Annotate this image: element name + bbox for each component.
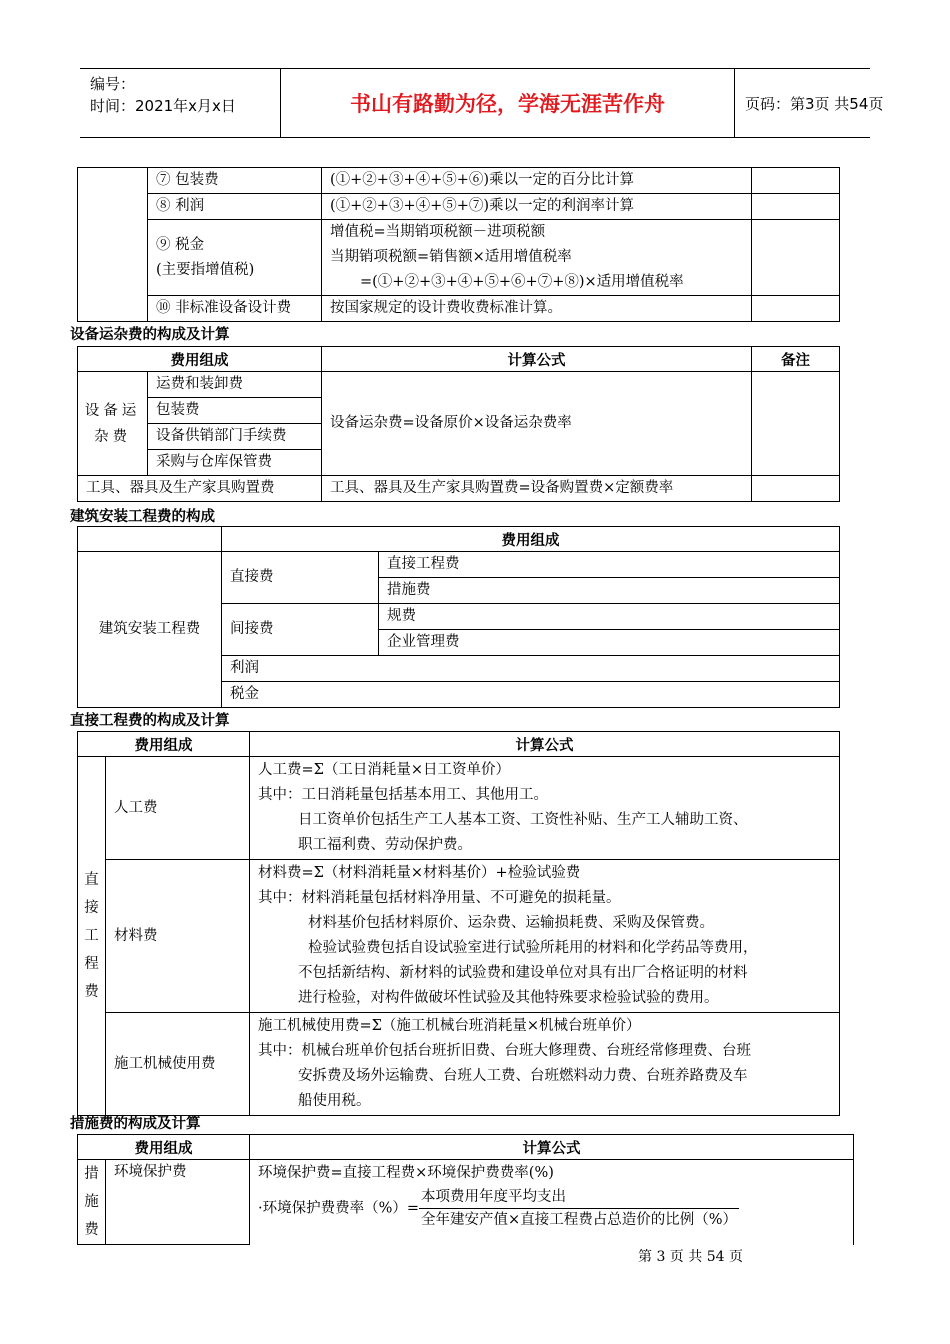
tax-label: 税金 [222, 682, 840, 708]
cost-item-formula [322, 220, 752, 296]
construction-cost-table [77, 526, 840, 708]
group-char: 费 [84, 1222, 99, 1238]
group-label: 设备运杂费 [78, 372, 148, 476]
page-header [80, 68, 884, 138]
date-line: 时间：2021年x月x日 [90, 97, 236, 115]
cost-item-name: 运费和装卸费 [148, 372, 322, 398]
formula-line: 其中：材料消耗量包括材料净用量、不可避免的损耗量。 [258, 890, 621, 906]
cost-item-name: 企业管理费 [379, 630, 840, 656]
formula-line: 环境保护费=直接工程费×环境保护费费率(%) [258, 1165, 554, 1181]
column-header: 费用组成 [78, 347, 322, 372]
cost-formula [250, 1013, 840, 1116]
formula-line: 船使用税。 [298, 1093, 371, 1109]
formula-line: 其中：机械台班单价包括台班折旧费、台班大修理费、台班经常修理费、台班 [258, 1043, 751, 1059]
motto: 书山有路勤为径，学海无涯苦作舟 [280, 69, 735, 137]
header-meta [80, 69, 280, 137]
cost-item-name: ⑧ 利润 [148, 194, 322, 220]
measures-cost-table [77, 1134, 854, 1245]
formula-line: 增值税=当期销项税额－进项税额 [330, 224, 546, 240]
root-label: 建筑安装工程费 [78, 552, 222, 708]
cost-formula: 设备运杂费=设备原价×设备运杂费率 [322, 372, 752, 476]
group-char: 程 [84, 956, 99, 972]
group-char: 工 [84, 928, 99, 944]
cost-item-name: 措施费 [379, 578, 840, 604]
blank-group-cell [78, 168, 148, 322]
tax-name-line1: ⑨ 税金 [156, 236, 205, 253]
fraction [419, 1186, 739, 1231]
formula-line: 安拆费及场外运输费、台班人工费、台班燃料动力费、台班养路费及车 [298, 1068, 748, 1084]
cost-item-name: 规费 [379, 604, 840, 630]
group-char: 接 [84, 900, 99, 916]
cost-item-name: 采购与仓库保管费 [148, 450, 322, 476]
rate-formula [258, 1186, 853, 1231]
rate-label: ·环境保护费费率（%）= [258, 1200, 420, 1217]
formula-line: =(①+②+③+④+⑤+⑥+⑦+⑧)×适用增值税率 [360, 274, 684, 290]
cost-item-name: 直接工程费 [379, 552, 840, 578]
formula-line: 人工费=Σ（工日消耗量×日工资单价） [258, 762, 511, 778]
group-char: 费 [84, 984, 99, 1000]
column-header: 计算公式 [322, 347, 752, 372]
direct-cost-table [77, 731, 840, 1116]
cost-formula [250, 860, 840, 1013]
section-title: 措施费的构成及计算 [70, 1116, 201, 1132]
group-char: 措 [84, 1166, 99, 1182]
formula-line: 日工资单价包括生产工人基本工资、工资性补贴、生产工人辅助工资、 [298, 812, 748, 828]
cost-formula: 工具、器具及生产家具购置费=设备购置费×定额费率 [322, 476, 752, 502]
cost-item-formula: (①+②+③+④+⑤+⑥)乘以一定的百分比计算 [322, 168, 752, 194]
formula-line: 材料费=Σ（材料消耗量×材料基价）+检验试验费 [258, 865, 581, 881]
cost-item-name: 材料费 [106, 860, 250, 1013]
column-header: 计算公式 [250, 732, 840, 757]
cost-item-name: 包装费 [148, 398, 322, 424]
remark-cell [752, 296, 840, 322]
cost-item-name: 设备供销部门手续费 [148, 424, 322, 450]
cost-item-name: ⑩ 非标准设备设计费 [148, 296, 322, 322]
cost-item-name: 人工费 [106, 757, 250, 860]
remark-cell [752, 168, 840, 194]
cost-item-name: ⑦ 包装费 [148, 168, 322, 194]
indirect-cost-label: 间接费 [222, 604, 379, 656]
group-label-vertical [78, 757, 106, 1116]
cost-item-formula: 按国家规定的设计费收费标准计算。 [322, 296, 752, 322]
transport-cost-table [77, 346, 840, 502]
section-title: 设备运杂费的构成及计算 [70, 327, 230, 343]
column-header: 费用组成 [78, 1135, 250, 1160]
remark-cell [752, 194, 840, 220]
fraction-denominator: 全年建安产值×直接工程费占总造价的比例（%） [421, 1212, 737, 1228]
blank-cell [78, 527, 222, 552]
section-title: 直接工程费的构成及计算 [70, 713, 230, 729]
remark-cell [752, 372, 840, 476]
column-header: 计算公式 [250, 1135, 854, 1160]
cost-item-name: 施工机械使用费 [106, 1013, 250, 1116]
page-info: 页码：第3页 共54页 [745, 94, 884, 113]
section-title: 建筑安装工程费的构成 [70, 509, 215, 525]
column-header: 费用组成 [78, 732, 250, 757]
column-header: 费用组成 [222, 527, 840, 552]
formula-line: 不包括新结构、新材料的试验费和建设单位对具有出厂合格证明的材料 [298, 965, 748, 981]
cost-item-name: 环境保护费 [106, 1160, 250, 1245]
formula-line: 进行检验，对构件做破坏性试验及其他特殊要求检验试验的费用。 [298, 990, 719, 1006]
page-footer: 第 3 页 共 54 页 [638, 1249, 743, 1265]
cost-formula [250, 1160, 854, 1245]
formula-line: 施工机械使用费=Σ（施工机械台班消耗量×机械台班单价） [258, 1018, 641, 1034]
equipment-cost-table-continued [77, 167, 840, 322]
formula-line: 检验试验费包括自设试验室进行试验所耗用的材料和化学药品等费用， [308, 940, 758, 956]
remark-cell [752, 476, 840, 502]
cost-formula [250, 757, 840, 860]
direct-cost-label: 直接费 [222, 552, 379, 604]
formula-line: 其中：工日消耗量包括基本用工、其他用工。 [258, 787, 548, 803]
code-label: 编号： [90, 75, 136, 93]
column-header: 备注 [752, 347, 840, 372]
remark-cell [752, 220, 840, 296]
group-char: 直 [84, 872, 99, 888]
cost-item-formula: (①+②+③+④+⑤+⑦)乘以一定的利润率计算 [322, 194, 752, 220]
cost-item-name [148, 220, 322, 296]
fraction-numerator: 本项费用年度平均支出 [419, 1186, 739, 1209]
group-char: 施 [84, 1194, 99, 1210]
formula-line: 当期销项税额=销售额×适用增值税率 [330, 249, 572, 265]
cost-item-name: 工具、器具及生产家具购置费 [78, 476, 322, 502]
profit-label: 利润 [222, 656, 840, 682]
tax-name-line2: (主要指增值税) [156, 261, 255, 278]
group-label-vertical [78, 1160, 106, 1245]
formula-line: 职工福利费、劳动保护费。 [298, 837, 472, 853]
formula-line: 材料基价包括材料原价、运杂费、运输损耗费、采购及保管费。 [308, 915, 714, 931]
